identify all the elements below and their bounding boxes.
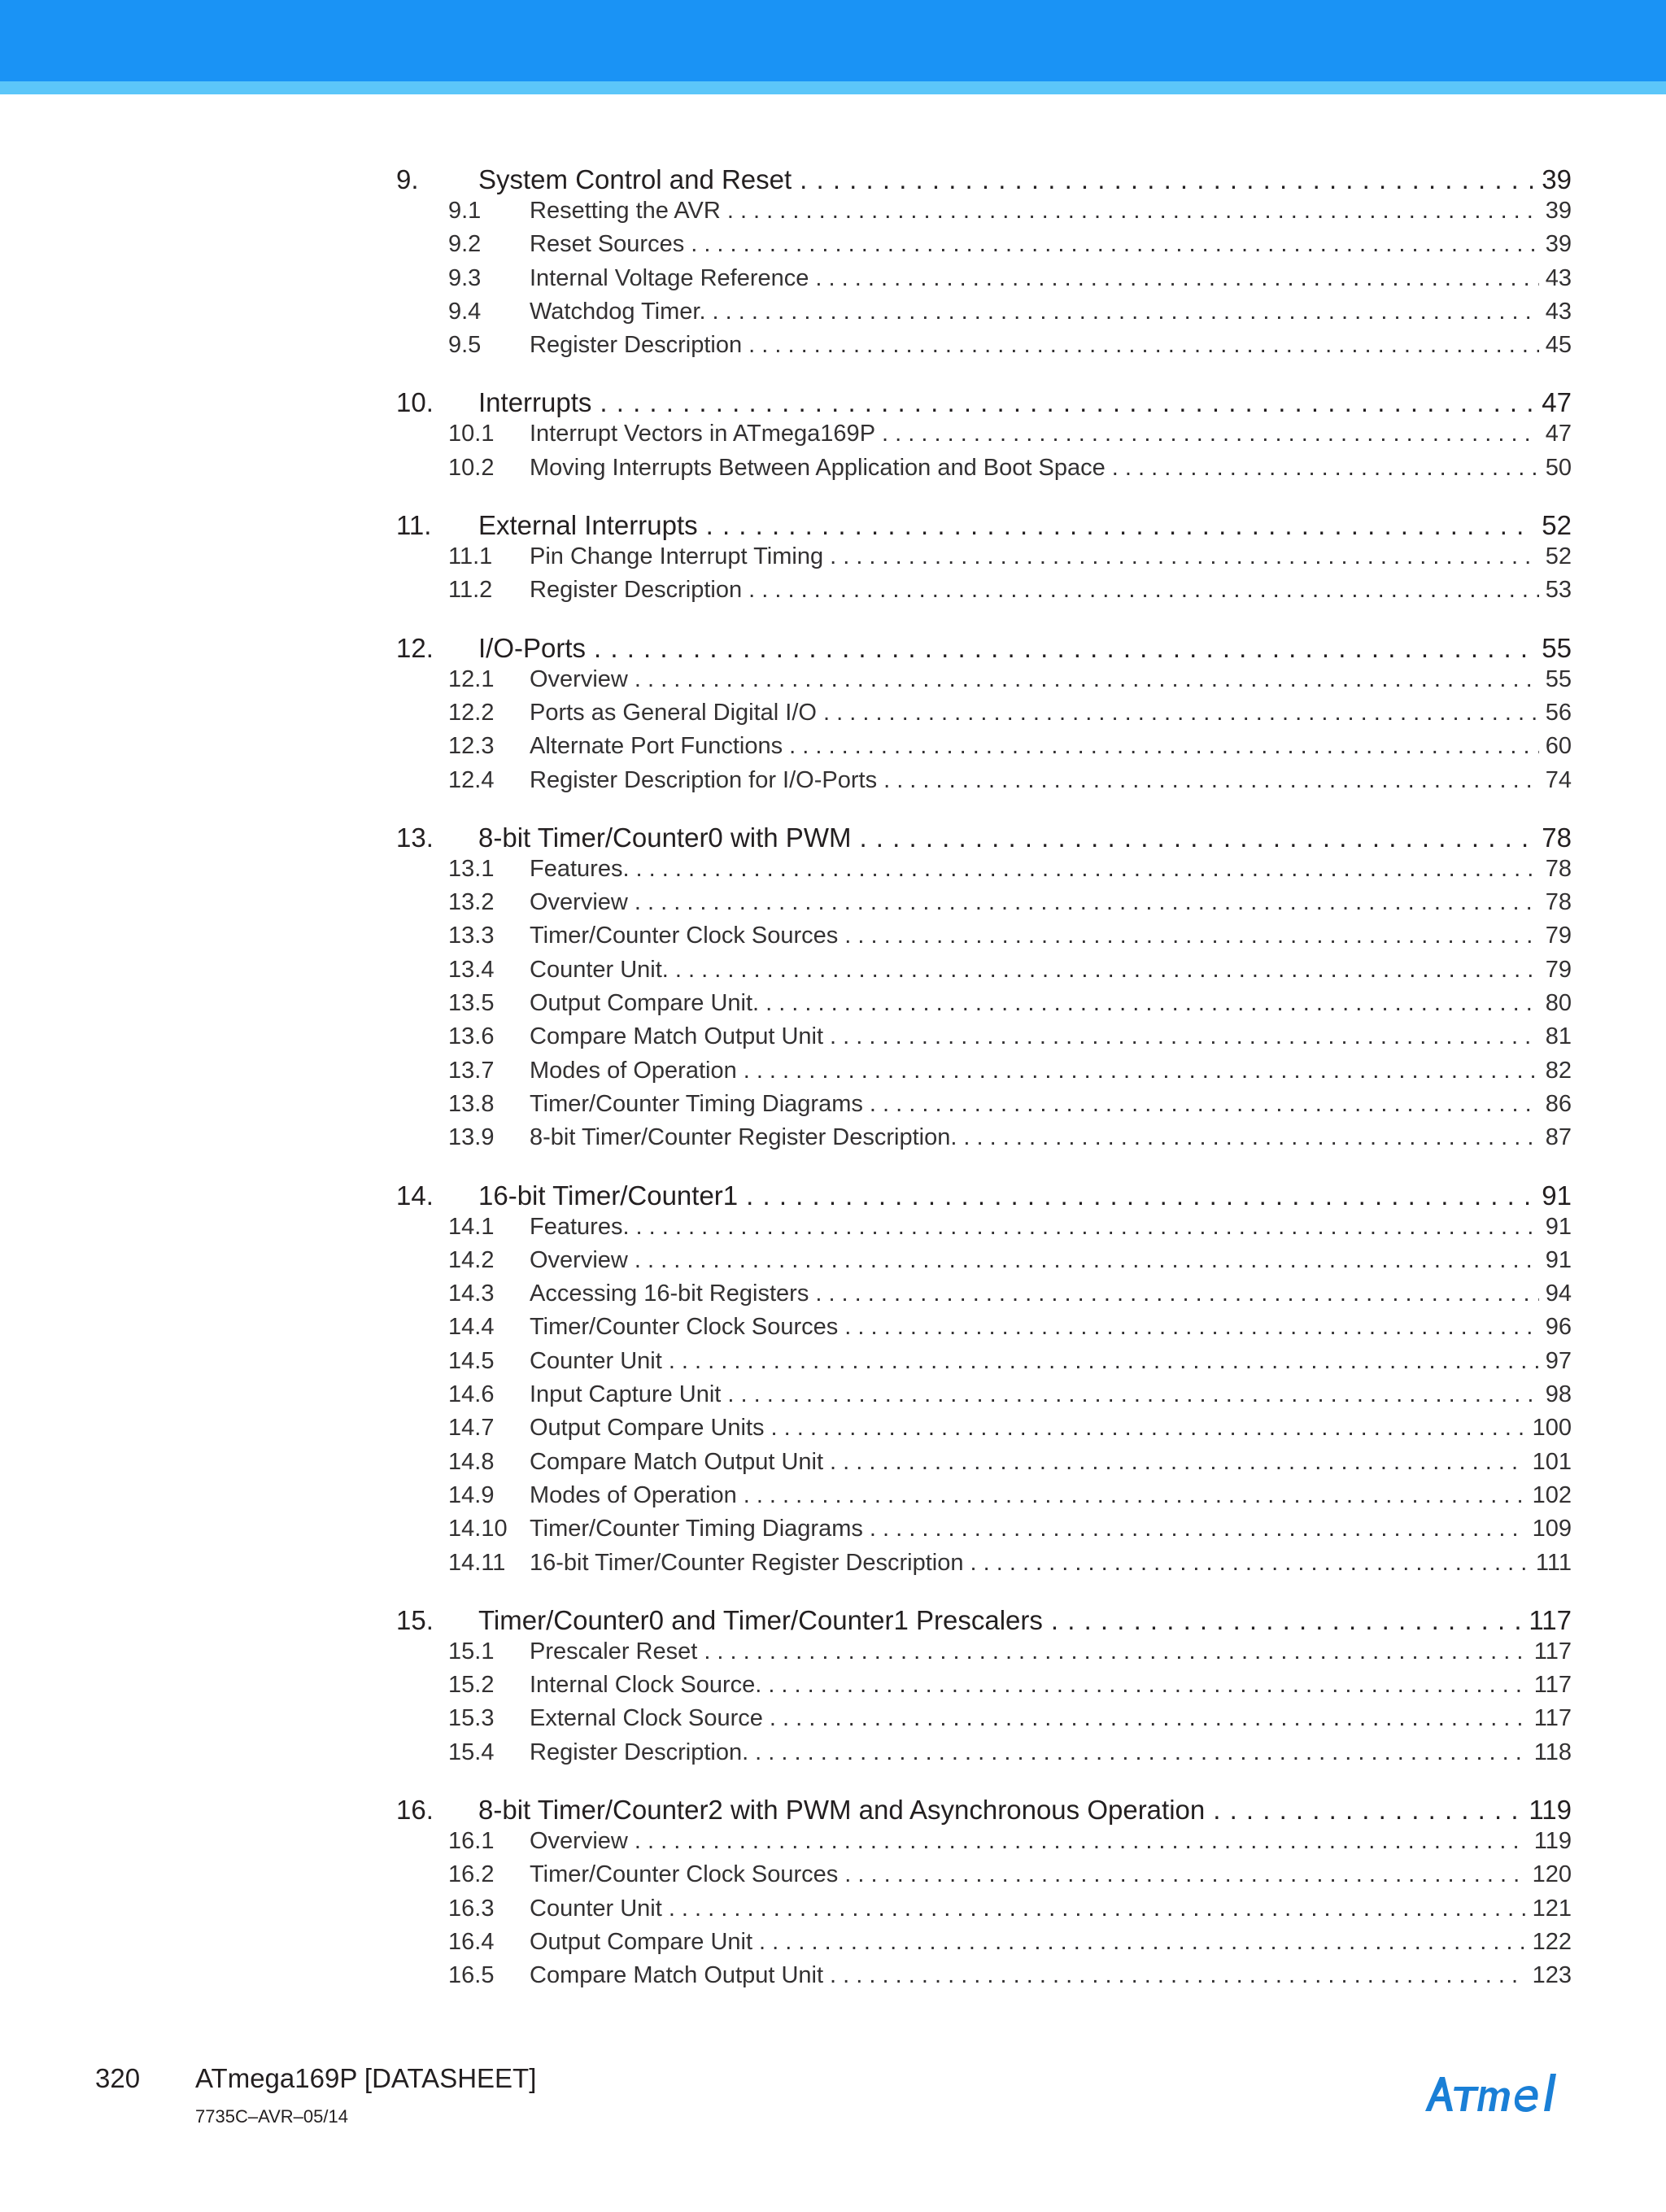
- section-page: 78: [1545, 855, 1572, 882]
- section-title: Timer/Counter Timing Diagrams: [530, 1090, 863, 1117]
- section-title: Modes of Operation: [530, 1057, 737, 1084]
- section-page: 100: [1532, 1415, 1572, 1442]
- section-title: Register Description.: [530, 1739, 749, 1765]
- dot-leader: [800, 164, 1535, 195]
- dot-leader: [815, 265, 1538, 292]
- section-title: Internal Voltage Reference: [530, 264, 809, 291]
- section-number: 11.2: [448, 577, 493, 604]
- dot-leader: [744, 1058, 1539, 1084]
- section-number: 13.3: [448, 923, 495, 949]
- toc-chapter-entry[interactable]: [396, 1180, 1572, 1214]
- section-title: Overview: [530, 1246, 628, 1273]
- section-title: Input Capture Unit: [530, 1381, 722, 1408]
- dot-leader: [844, 1314, 1538, 1341]
- section-page: 102: [1532, 1481, 1572, 1508]
- chapter-title: I/O-Ports: [478, 632, 587, 663]
- dot-leader: [768, 1672, 1527, 1699]
- section-title: Internal Clock Source.: [530, 1672, 762, 1699]
- section-page: 53: [1545, 577, 1572, 604]
- toc-section-entry[interactable]: [396, 856, 1572, 889]
- dot-leader: [1112, 455, 1539, 482]
- section-page: 96: [1545, 1314, 1572, 1341]
- toc-section-entry[interactable]: [396, 1314, 1572, 1347]
- section-number: 16.3: [448, 1895, 495, 1922]
- chapter-page: 55: [1542, 632, 1572, 663]
- chapter-page: 39: [1542, 164, 1572, 194]
- section-page: 39: [1545, 231, 1572, 258]
- section-page: 109: [1532, 1516, 1572, 1542]
- section-title: Reset Sources: [530, 231, 685, 258]
- chapter-number: 14.: [396, 1180, 434, 1211]
- section-page: 79: [1545, 923, 1572, 949]
- dot-leader: [635, 1828, 1528, 1855]
- section-page: 55: [1545, 665, 1572, 692]
- toc-section-entry[interactable]: [396, 231, 1572, 264]
- section-page: 78: [1545, 889, 1572, 916]
- section-number: 9.5: [448, 332, 482, 359]
- section-page: 56: [1545, 699, 1572, 726]
- dot-leader: [823, 700, 1539, 726]
- section-page: 47: [1545, 421, 1572, 447]
- section-number: 9.2: [448, 231, 482, 258]
- chapter-title: Interrupts: [478, 387, 592, 418]
- dot-leader: [815, 1281, 1538, 1307]
- toc-section-entry[interactable]: [396, 1929, 1572, 1962]
- section-number: 13.1: [448, 855, 495, 882]
- section-number: 11.1: [448, 543, 493, 570]
- dot-leader: [636, 1214, 1539, 1241]
- section-number: 13.5: [448, 990, 495, 1017]
- section-number: 14.3: [448, 1281, 495, 1307]
- chapter-number: 12.: [396, 632, 434, 663]
- toc-section-entry[interactable]: [396, 889, 1572, 923]
- toc-section-entry[interactable]: [396, 767, 1572, 801]
- footer-page-number: 320: [95, 2063, 141, 2093]
- toc-chapter-entry[interactable]: [396, 1605, 1572, 1638]
- dot-leader: [748, 332, 1539, 359]
- dot-leader: [635, 889, 1539, 916]
- toc-chapter-entry[interactable]: [396, 164, 1572, 198]
- section-number: 14.6: [448, 1381, 495, 1408]
- dot-leader: [883, 767, 1539, 794]
- section-title: Output Compare Unit.: [530, 990, 760, 1017]
- section-number: 13.9: [448, 1124, 495, 1151]
- dot-leader: [744, 1482, 1526, 1509]
- dot-leader: [635, 666, 1539, 693]
- toc-section-entry[interactable]: [396, 923, 1572, 956]
- dot-leader: [870, 1091, 1539, 1118]
- dot-leader: [727, 1381, 1538, 1408]
- section-page: 94: [1545, 1281, 1572, 1307]
- section-number: 14.9: [448, 1481, 495, 1508]
- dot-leader: [706, 510, 1536, 541]
- chapter-title: External Interrupts: [478, 510, 698, 541]
- section-page: 43: [1545, 264, 1572, 291]
- section-page: 86: [1545, 1090, 1572, 1117]
- section-number: 12.3: [448, 733, 495, 760]
- chapter-number: 16.: [396, 1794, 434, 1825]
- toc-section-entry[interactable]: [396, 543, 1572, 577]
- toc-section-entry[interactable]: [396, 577, 1572, 610]
- dot-leader: [669, 1896, 1526, 1922]
- section-title: Timer/Counter Clock Sources: [530, 923, 839, 949]
- chapter-number: 9.: [396, 164, 419, 194]
- section-page: 79: [1545, 956, 1572, 983]
- toc-section-entry[interactable]: [396, 1091, 1572, 1124]
- header-stripe: [0, 81, 1666, 94]
- section-number: 15.2: [448, 1672, 495, 1699]
- toc-chapter: [396, 164, 1572, 365]
- toc-section-entry[interactable]: [396, 1415, 1572, 1448]
- dot-leader: [882, 421, 1539, 447]
- toc-section-entry[interactable]: [396, 1214, 1572, 1247]
- toc-chapter-entry[interactable]: [396, 1795, 1572, 1828]
- section-page: 74: [1545, 766, 1572, 793]
- section-title: Overview: [530, 889, 628, 916]
- dot-leader: [765, 990, 1539, 1017]
- toc-section-entry[interactable]: [396, 1705, 1572, 1739]
- section-page: 91: [1545, 1246, 1572, 1273]
- toc-section-entry[interactable]: [396, 1348, 1572, 1381]
- section-number: 10.1: [448, 421, 495, 447]
- dot-leader: [771, 1415, 1526, 1442]
- section-title: Compare Match Output Unit: [530, 1962, 824, 1989]
- section-number: 16.4: [448, 1928, 495, 1955]
- section-title: Pin Change Interrupt Timing: [530, 543, 824, 570]
- toc-chapter: [396, 387, 1572, 488]
- section-title: Prescaler Reset: [530, 1638, 698, 1664]
- toc-chapter: [396, 633, 1572, 801]
- section-number: 15.1: [448, 1638, 495, 1664]
- section-title: Overview: [530, 665, 628, 692]
- section-page: 81: [1545, 1023, 1572, 1050]
- dot-leader: [669, 1348, 1539, 1375]
- section-page: 91: [1545, 1213, 1572, 1240]
- toc-chapter: [396, 1605, 1572, 1773]
- dot-leader: [675, 957, 1539, 984]
- header-band: [0, 0, 1666, 81]
- section-title: Moving Interrupts Between Application and Boot Space: [530, 454, 1106, 481]
- dot-leader: [704, 1638, 1527, 1665]
- toc-section-entry[interactable]: [396, 1672, 1572, 1705]
- dot-leader: [830, 543, 1539, 570]
- section-number: 13.4: [448, 956, 495, 983]
- section-number: 12.2: [448, 699, 495, 726]
- toc-section-entry[interactable]: [396, 1861, 1572, 1895]
- toc-section-entry[interactable]: [396, 332, 1572, 365]
- section-number: 16.1: [448, 1827, 495, 1854]
- section-number: 13.8: [448, 1090, 495, 1117]
- toc-section-entry[interactable]: [396, 957, 1572, 990]
- toc-chapter: [396, 510, 1572, 611]
- section-title: Ports as General Digital I/O: [530, 699, 817, 726]
- toc-section-entry[interactable]: [396, 1449, 1572, 1482]
- toc-section-entry[interactable]: [396, 1516, 1572, 1549]
- section-title: Modes of Operation: [530, 1481, 737, 1508]
- section-title: Interrupt Vectors in ATmega169P: [530, 421, 876, 447]
- section-title: Timer/Counter Timing Diagrams: [530, 1516, 863, 1542]
- toc-section-entry[interactable]: [396, 198, 1572, 231]
- section-page: 39: [1545, 198, 1572, 224]
- chapter-page: 119: [1529, 1794, 1572, 1825]
- toc-section-entry[interactable]: [396, 1896, 1572, 1929]
- section-title: Compare Match Output Unit: [530, 1023, 824, 1050]
- section-number: 9.3: [448, 264, 482, 291]
- chapter-title: 8-bit Timer/Counter2 with PWM and Asynchronous Operation: [478, 1794, 1206, 1825]
- section-number: 14.7: [448, 1415, 495, 1442]
- section-number: 12.1: [448, 665, 495, 692]
- chapter-page: 52: [1542, 510, 1572, 541]
- section-number: 13.6: [448, 1023, 495, 1050]
- dot-leader: [636, 856, 1539, 883]
- section-page: 82: [1545, 1057, 1572, 1084]
- dot-leader: [713, 299, 1539, 325]
- section-page: 97: [1545, 1347, 1572, 1374]
- section-number: 14.2: [448, 1246, 495, 1273]
- atmel-logo: [1420, 2069, 1572, 2119]
- dot-leader: [789, 733, 1539, 760]
- toc-chapter: [396, 1795, 1572, 1996]
- dot-leader: [727, 198, 1539, 225]
- section-page: 117: [1533, 1705, 1572, 1732]
- chapter-title: 8-bit Timer/Counter0 with PWM: [478, 822, 852, 853]
- section-title: Counter Unit: [530, 1895, 662, 1922]
- toc-section-entry[interactable]: [396, 1550, 1572, 1583]
- toc-section-entry[interactable]: [396, 666, 1572, 700]
- toc-chapter-entry[interactable]: [396, 510, 1572, 543]
- toc-chapter-entry[interactable]: [396, 822, 1572, 856]
- dot-leader: [1213, 1795, 1522, 1826]
- dot-leader: [970, 1550, 1529, 1577]
- footer-doc-title: ATmega169P [DATASHEET]: [195, 2063, 537, 2093]
- dot-leader: [830, 1449, 1526, 1476]
- dot-leader: [844, 1861, 1525, 1888]
- section-number: 16.5: [448, 1962, 495, 1989]
- chapter-title: 16-bit Timer/Counter1: [478, 1180, 739, 1211]
- section-title: Watchdog Timer.: [530, 298, 706, 325]
- section-title: Register Description: [530, 332, 743, 359]
- section-number: 14.10: [448, 1516, 508, 1542]
- section-page: 60: [1545, 733, 1572, 760]
- toc-section-entry[interactable]: [396, 1124, 1572, 1158]
- toc-chapter: [396, 822, 1572, 1158]
- chapter-page: 117: [1529, 1604, 1572, 1635]
- section-number: 13.2: [448, 889, 495, 916]
- section-title: Timer/Counter Clock Sources: [530, 1314, 839, 1341]
- chapter-page: 78: [1542, 822, 1572, 853]
- section-page: 117: [1533, 1638, 1572, 1664]
- section-number: 14.8: [448, 1448, 495, 1475]
- dot-leader: [844, 923, 1538, 949]
- chapter-number: 13.: [396, 822, 434, 853]
- toc-section-entry[interactable]: [396, 990, 1572, 1023]
- table-of-contents: [396, 164, 1572, 2018]
- section-title: Output Compare Unit: [530, 1928, 753, 1955]
- section-number: 14.11: [448, 1549, 506, 1576]
- section-title: Output Compare Units: [530, 1415, 765, 1442]
- section-number: 14.1: [448, 1213, 495, 1240]
- section-page: 98: [1545, 1381, 1572, 1408]
- toc-section-entry[interactable]: [396, 299, 1572, 332]
- dot-leader: [691, 231, 1539, 258]
- logo-text: Atmel: [1420, 2069, 1423, 2070]
- toc-section-entry[interactable]: [396, 455, 1572, 488]
- dot-leader: [759, 1929, 1526, 1956]
- toc-chapter-entry[interactable]: [396, 387, 1572, 421]
- section-number: 9.1: [448, 198, 482, 224]
- dot-leader: [870, 1516, 1526, 1542]
- toc-section-entry[interactable]: [396, 1058, 1572, 1091]
- section-page: 43: [1545, 298, 1572, 325]
- section-title: Overview: [530, 1827, 628, 1854]
- toc-section-entry[interactable]: [396, 1638, 1572, 1672]
- dot-leader: [1051, 1605, 1522, 1636]
- chapter-page: 47: [1542, 387, 1572, 418]
- section-number: 16.2: [448, 1861, 495, 1888]
- section-page: 111: [1535, 1549, 1572, 1576]
- section-number: 15.3: [448, 1705, 495, 1732]
- dot-leader: [594, 633, 1535, 664]
- toc-section-entry[interactable]: [396, 733, 1572, 766]
- section-number: 14.5: [448, 1347, 495, 1374]
- section-title: Features.: [530, 855, 630, 882]
- toc-section-entry[interactable]: [396, 1962, 1572, 1996]
- toc-chapter: [396, 1180, 1572, 1583]
- dot-leader: [600, 387, 1535, 418]
- section-page: 80: [1545, 990, 1572, 1017]
- toc-section-entry[interactable]: [396, 700, 1572, 733]
- toc-section-entry[interactable]: [396, 1247, 1572, 1281]
- dot-leader: [770, 1705, 1528, 1732]
- dot-leader: [748, 577, 1539, 604]
- section-title: Counter Unit: [530, 1347, 662, 1374]
- dot-leader: [859, 822, 1535, 853]
- section-number: 12.4: [448, 766, 495, 793]
- section-page: 52: [1545, 543, 1572, 570]
- chapter-number: 10.: [396, 387, 434, 418]
- section-number: 9.4: [448, 298, 482, 325]
- section-title: External Clock Source: [530, 1705, 763, 1732]
- footer-doc-code: 7735C–AVR–05/14: [195, 2106, 348, 2127]
- section-title: Accessing 16-bit Registers: [530, 1281, 809, 1307]
- chapter-title: System Control and Reset: [478, 164, 792, 194]
- dot-leader: [635, 1247, 1539, 1274]
- section-number: 13.7: [448, 1057, 495, 1084]
- toc-section-entry[interactable]: [396, 1281, 1572, 1314]
- section-title: Resetting the AVR: [530, 198, 721, 224]
- section-page: 120: [1532, 1861, 1572, 1888]
- section-page: 87: [1545, 1124, 1572, 1151]
- section-title: Counter Unit.: [530, 956, 669, 983]
- dot-leader: [830, 1023, 1539, 1050]
- section-page: 119: [1533, 1827, 1572, 1854]
- section-title: Timer/Counter Clock Sources: [530, 1861, 839, 1888]
- section-title: 16-bit Timer/Counter Register Description: [530, 1549, 964, 1576]
- section-page: 123: [1532, 1962, 1572, 1989]
- chapter-number: 11.: [396, 510, 432, 541]
- section-title: Features.: [530, 1213, 630, 1240]
- section-page: 50: [1545, 454, 1572, 481]
- section-page: 122: [1532, 1928, 1572, 1955]
- section-page: 101: [1532, 1448, 1572, 1475]
- chapter-page: 91: [1542, 1180, 1572, 1211]
- chapter-number: 15.: [396, 1604, 434, 1635]
- toc-chapter-entry[interactable]: [396, 633, 1572, 666]
- toc-section-entry[interactable]: [396, 1739, 1572, 1773]
- dot-leader: [746, 1180, 1535, 1211]
- section-number: 15.4: [448, 1739, 495, 1765]
- section-page: 117: [1533, 1672, 1572, 1699]
- section-title: 8-bit Timer/Counter Register Description.: [530, 1124, 957, 1151]
- section-title: Compare Match Output Unit: [530, 1448, 824, 1475]
- section-title: Alternate Port Functions: [530, 733, 783, 760]
- dot-leader: [963, 1124, 1538, 1151]
- toc-section-entry[interactable]: [396, 1482, 1572, 1516]
- section-page: 118: [1533, 1739, 1572, 1765]
- toc-section-entry[interactable]: [396, 265, 1572, 299]
- toc-section-entry[interactable]: [396, 1828, 1572, 1861]
- section-page: 121: [1532, 1895, 1572, 1922]
- toc-section-entry[interactable]: [396, 421, 1572, 454]
- section-page: 45: [1545, 332, 1572, 359]
- dot-leader: [830, 1962, 1526, 1989]
- toc-section-entry[interactable]: [396, 1023, 1572, 1057]
- section-title: Register Description for I/O-Ports: [530, 766, 878, 793]
- section-number: 14.4: [448, 1314, 495, 1341]
- chapter-title: Timer/Counter0 and Timer/Counter1 Prescalers: [478, 1604, 1043, 1635]
- dot-leader: [755, 1739, 1528, 1766]
- section-title: Register Description: [530, 577, 743, 604]
- toc-section-entry[interactable]: [396, 1381, 1572, 1415]
- section-number: 10.2: [448, 454, 495, 481]
